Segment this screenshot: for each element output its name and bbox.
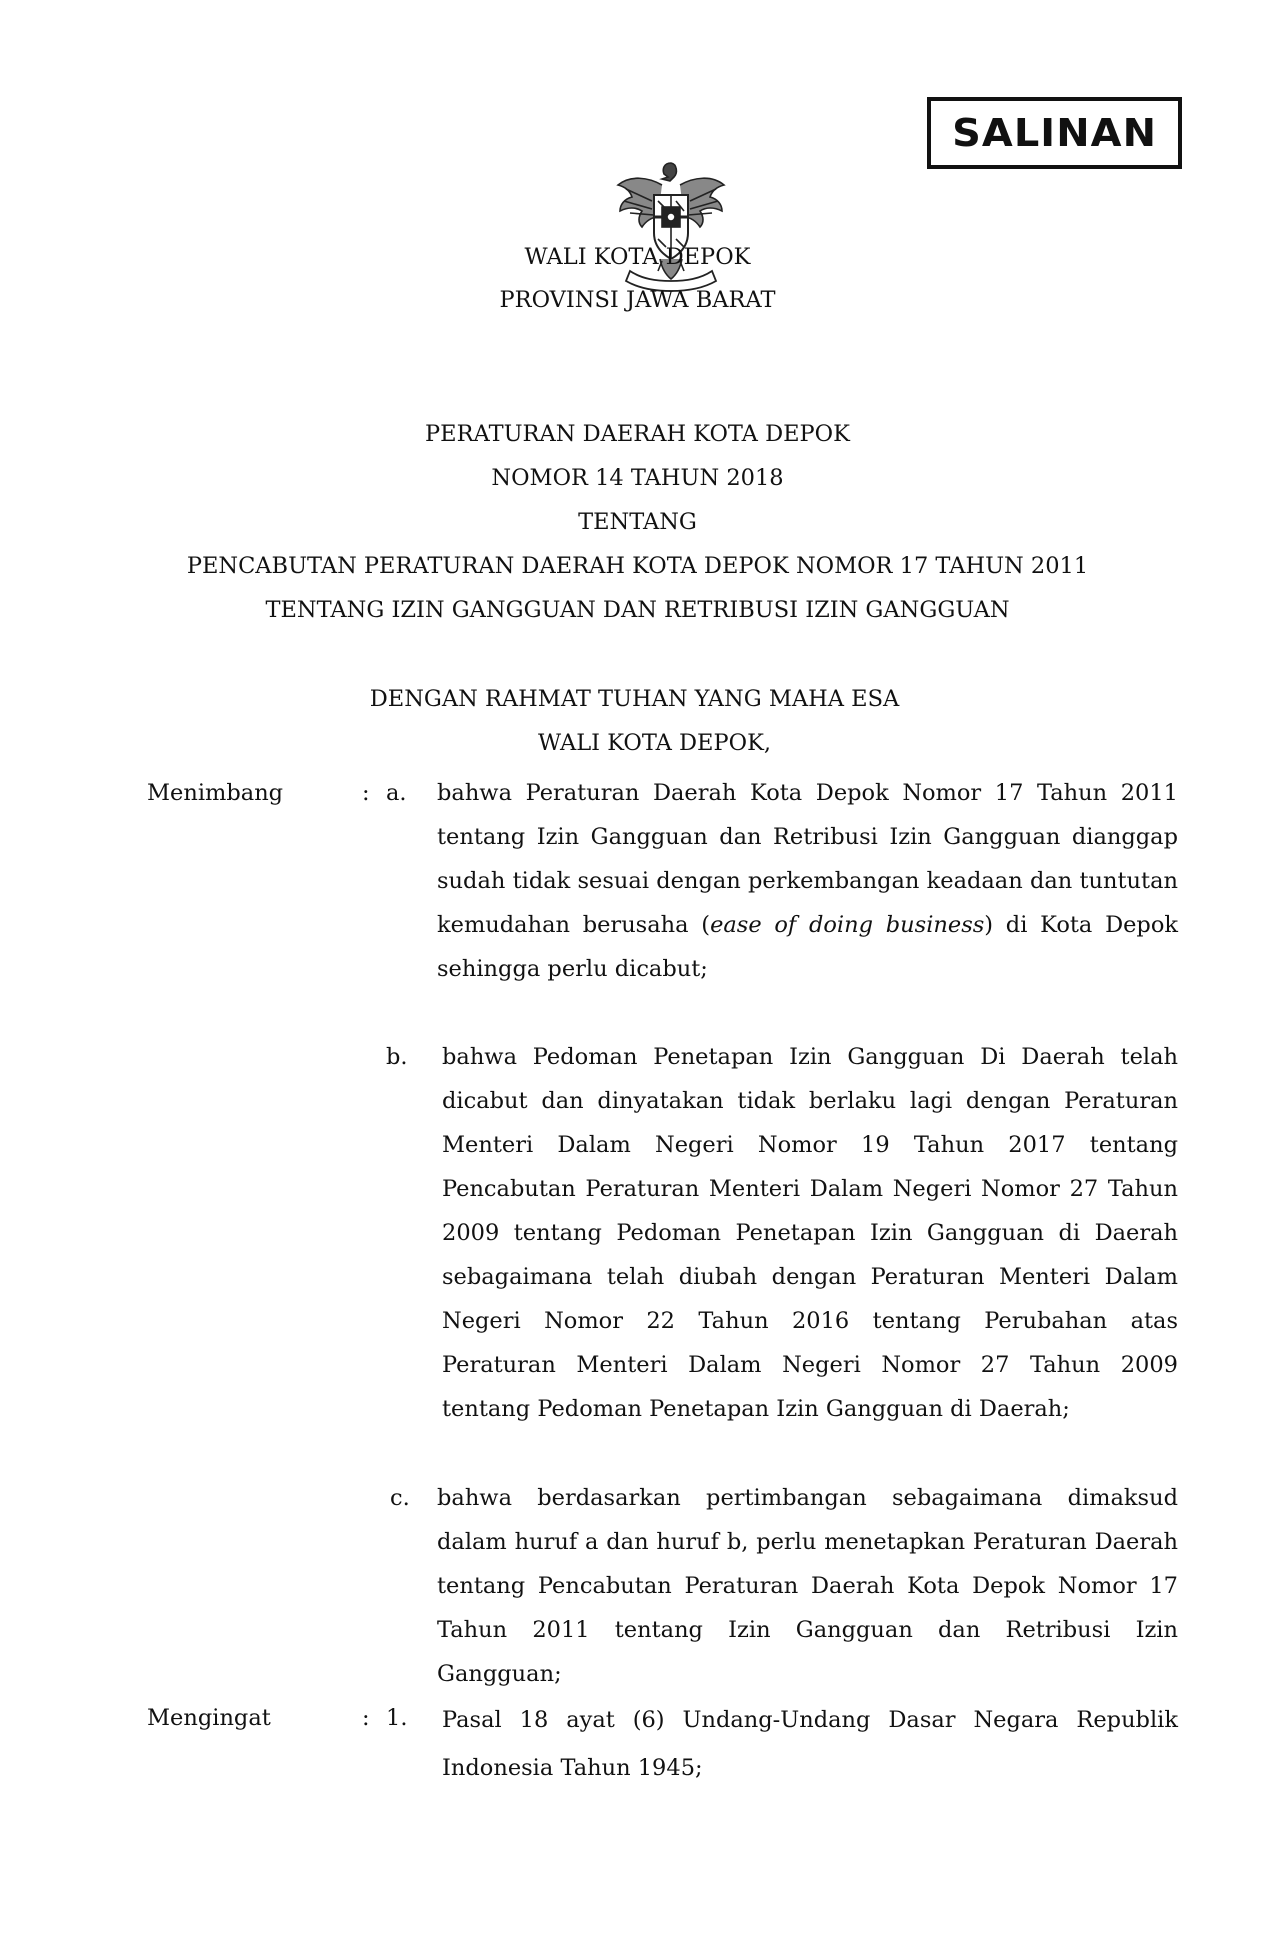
menimbang-item-a-text-end: ) di Kota Depok sehingga perlu dicabut; — [437, 912, 1179, 982]
menimbang-marker-a: a. — [386, 780, 407, 806]
header-line-2: PROVINSI JAWA BARAT — [499, 287, 776, 313]
title-line-2: NOMOR 14 TAHUN 2018 — [491, 465, 784, 491]
title-line-1: PERATURAN DAERAH KOTA DEPOK — [425, 421, 850, 447]
mengingat-label: Mengingat — [147, 1705, 271, 1731]
menimbang-colon: : — [362, 780, 370, 806]
title-line-4: PENCABUTAN PERATURAN DAERAH KOTA DEPOK NOMOR 17 TAHUN 2011 — [186, 553, 1089, 579]
mengingat-colon: : — [362, 1705, 370, 1731]
mengingat-item-1: Pasal 18 ayat (6) Undang-Undang Dasar Negara Republik Indonesia Tahun 1945; — [442, 1707, 1178, 1781]
menimbang-item-a-text: bahwa Peraturan Daerah Kota Depok Nomor 17 Tahun 2011 tentang Izin Gangguan dan Retribusi Izin Gangguan dianggap sudah tidak sesuai dengan perkembangan keadaan dan tuntutan kemudahan berusaha ( — [437, 780, 1178, 938]
menimbang-item-a-italic: ease of doing business — [710, 912, 985, 938]
menimbang-item-b: bahwa Pedoman Penetapan Izin Gangguan Di Daerah telah dicabut dan dinyatakan tidak berlaku lagi dengan Peraturan Menteri Dalam Negeri Nomor 19 Tahun 2017 tentang Pencabutan Peraturan Menteri Dalam Negeri Nomor 27 Tahun 2009 tentang Pedoman Penetapan Izin Gangguan di Daerah sebagaimana telah diubah dengan Peraturan Menteri Dalam Negeri Nomor 22 Tahun 2016 tentang Perubahan atas Peraturan Menteri Dalam Negeri Nomor 27 Tahun 2009 tentang Pedoman Penetapan Izin Gangguan di Daerah; — [442, 1044, 1178, 1422]
opening-line-2: WALI KOTA DEPOK, — [537, 730, 772, 756]
title-line-3: TENTANG — [578, 509, 697, 535]
title-line-5: TENTANG IZIN GANGGUAN DAN RETRIBUSI IZIN GANGGUAN — [265, 597, 1010, 623]
stamp-text: SALINAN — [952, 111, 1157, 155]
menimbang-label: Menimbang — [147, 780, 284, 806]
menimbang-marker-b: b. — [386, 1044, 408, 1070]
opening-line-1: DENGAN RAHMAT TUHAN YANG MAHA ESA — [369, 686, 900, 712]
salinan-stamp — [927, 97, 1182, 169]
garuda-emblem-icon — [612, 155, 730, 295]
menimbang-item-a — [437, 771, 1178, 991]
menimbang-marker-c: c. — [390, 1485, 410, 1511]
mengingat-marker-1: 1. — [386, 1705, 408, 1731]
header-line-1: WALI KOTA DEPOK — [524, 244, 751, 270]
menimbang-item-c: bahwa berdasarkan pertimbangan sebagaimana dimaksud dalam huruf a dan huruf b, perlu menetapkan Peraturan Daerah tentang Pencabutan Peraturan Daerah Kota Depok Nomor 17 Tahun 2011 tentang Izin Gangguan dan Retribusi Izin Gangguan; — [437, 1485, 1178, 1687]
